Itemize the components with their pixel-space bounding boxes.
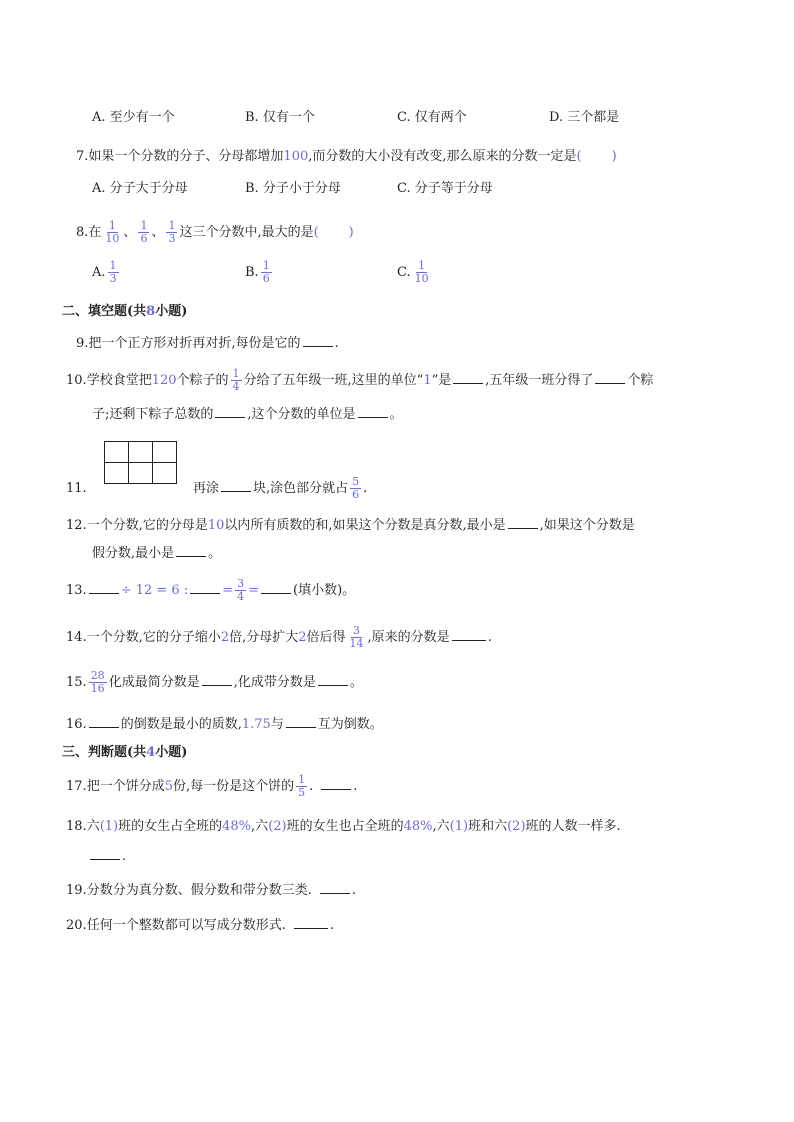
q6-option-b: B. 仅有一个 xyxy=(245,110,315,125)
fraction-denominator: 16 xyxy=(90,682,105,695)
fraction-denominator: 10 xyxy=(414,272,429,285)
section-title: 三、判断题(共 xyxy=(62,745,147,760)
punctuation: . xyxy=(329,918,334,933)
question-text: ”是 xyxy=(431,373,452,388)
fraction-denominator: 4 xyxy=(232,380,240,393)
q8-option-b xyxy=(245,258,274,288)
q6-option-c: C. 仅有两个 xyxy=(397,110,467,125)
separator: 、 xyxy=(151,225,165,240)
question-number: 20. xyxy=(66,918,87,933)
question-15 xyxy=(66,668,363,698)
fraction-denominator: 3 xyxy=(168,232,176,245)
fraction-numerator: 3 xyxy=(353,624,361,637)
punctuation: . xyxy=(309,779,314,794)
fraction-denominator: 5 xyxy=(298,786,306,799)
answer-blank[interactable] xyxy=(176,542,206,557)
question-text: 一个分数,它的分子缩小 xyxy=(86,630,221,645)
fraction-numerator: 3 xyxy=(237,577,245,590)
answer-blank[interactable] xyxy=(202,671,232,686)
question-number: 15. xyxy=(66,675,87,690)
question-18-line2 xyxy=(88,845,126,867)
number-value: 2 xyxy=(298,630,307,645)
question-text: 化成最简分数是 xyxy=(108,675,200,690)
fraction-numerator: 1 xyxy=(108,219,116,232)
fraction-denominator: 3 xyxy=(109,272,117,285)
question-text: ,如果这个分数是 xyxy=(539,518,635,533)
answer-blank[interactable] xyxy=(358,403,388,418)
question-text: 把一个饼分成 xyxy=(86,779,165,794)
percent-value: 48% xyxy=(222,819,252,834)
fraction-numerator: 1 xyxy=(418,259,426,272)
fraction xyxy=(138,220,149,245)
question-text: 在 xyxy=(88,225,102,240)
question-7 xyxy=(76,147,617,167)
fraction-numerator: 1 xyxy=(298,773,306,786)
fraction-numerator: 1 xyxy=(262,259,270,272)
answer-blank[interactable] xyxy=(508,514,538,529)
question-number: 17. xyxy=(66,779,87,794)
question-text: 倍,分母扩大 xyxy=(229,630,299,645)
question-text: 再涂 xyxy=(193,481,220,496)
question-19 xyxy=(66,879,356,901)
grid-cell xyxy=(105,442,129,463)
question-text: ,这个分数的单位是 xyxy=(247,407,356,422)
section-title: 小题) xyxy=(155,304,188,319)
question-text: 班的女生占全班的 xyxy=(118,819,223,834)
question-text: ,六 xyxy=(432,819,450,834)
option-label: C. xyxy=(397,265,411,280)
fraction xyxy=(413,260,431,285)
fraction-denominator: 6 xyxy=(262,272,270,285)
answer-blank[interactable] xyxy=(261,579,291,594)
section-count: 4 xyxy=(146,745,156,760)
fraction xyxy=(231,368,242,393)
answer-blank[interactable] xyxy=(452,626,486,641)
question-17 xyxy=(66,772,357,802)
question-number: 18. xyxy=(66,819,87,834)
question-10-line2 xyxy=(92,403,403,425)
question-text: 个粽子的 xyxy=(176,373,229,388)
question-number: 8. xyxy=(76,225,89,240)
separator: 、 xyxy=(123,225,137,240)
question-text: 班的人数一样多. xyxy=(525,819,621,834)
section-title: 二、填空题(共 xyxy=(62,304,147,319)
question-text: 与 xyxy=(270,717,284,732)
fraction xyxy=(348,625,366,650)
fraction-denominator: 6 xyxy=(352,488,360,501)
section-heading-judgement xyxy=(62,743,187,763)
punctuation: . xyxy=(334,336,339,351)
q8-option-c xyxy=(397,258,433,288)
answer-blank[interactable] xyxy=(221,477,251,492)
punctuation: . xyxy=(363,481,368,496)
question-text: 子;还剩下粽子总数的 xyxy=(92,407,214,422)
fraction-numerator: 28 xyxy=(90,669,105,682)
question-12 xyxy=(66,514,635,536)
fraction-numerator: 1 xyxy=(140,219,148,232)
equals-sign: = xyxy=(222,583,234,598)
section-title: 小题) xyxy=(155,745,188,760)
fraction-denominator: 4 xyxy=(237,590,245,603)
section-heading-fill-in xyxy=(62,302,187,322)
question-text: (填小数)。 xyxy=(293,583,356,598)
math-expression: ÷ 12 = 6 : xyxy=(120,583,189,598)
answer-paren-close: ) xyxy=(611,149,617,164)
punctuation: . xyxy=(487,630,492,645)
q8-option-a xyxy=(92,258,121,288)
question-text: 这三个分数中,最大的是 xyxy=(179,225,314,240)
question-text: ,而分数的大小没有改变,那么原来的分数一定是 xyxy=(308,149,577,164)
number-value: 100 xyxy=(283,149,309,164)
option-label: A. xyxy=(92,265,106,280)
question-text: 互为倒数。 xyxy=(317,717,383,732)
fraction xyxy=(166,220,177,245)
question-9 xyxy=(76,332,339,354)
fraction xyxy=(89,670,107,695)
punctuation: 。 xyxy=(349,675,363,690)
question-16 xyxy=(66,713,383,735)
question-text: 班和六 xyxy=(468,819,508,834)
question-11 xyxy=(66,474,87,504)
question-text: 分数分为真分数、假分数和带分数三类. xyxy=(86,883,312,898)
option-label: B. xyxy=(245,265,259,280)
grid-cell xyxy=(129,442,153,463)
number-value: 2 xyxy=(220,630,230,645)
fraction xyxy=(350,476,361,501)
question-number: 12. xyxy=(66,518,87,533)
question-text: ,五年级一班分得了 xyxy=(485,373,594,388)
question-text: 个粽 xyxy=(627,373,654,388)
question-13 xyxy=(66,576,355,606)
q7-option-a: A. 分子大于分母 xyxy=(92,181,188,196)
fraction-numerator: 1 xyxy=(232,367,240,380)
question-text: 六 xyxy=(86,819,100,834)
fraction xyxy=(261,260,272,285)
question-text: 如果一个分数的分子、分母都增加 xyxy=(88,149,284,164)
fraction xyxy=(103,220,121,245)
question-text: 把一个正方形对折再对折,每份是它的 xyxy=(88,336,301,351)
question-number: 9. xyxy=(76,336,89,351)
answer-blank[interactable] xyxy=(89,579,119,594)
question-12-line2 xyxy=(92,542,221,564)
question-text: 班的女生也占全班的 xyxy=(286,819,404,834)
equals-sign: = xyxy=(248,583,260,598)
fraction-denominator: 10 xyxy=(105,232,120,245)
question-number: 19. xyxy=(66,883,87,898)
grid-cell xyxy=(153,442,177,463)
fraction-numerator: 1 xyxy=(109,259,117,272)
fraction-numerator: 1 xyxy=(168,219,176,232)
answer-blank[interactable] xyxy=(294,914,328,929)
answer-blank[interactable] xyxy=(303,332,333,347)
question-number: 13. xyxy=(66,583,87,598)
question-10 xyxy=(66,366,653,396)
punctuation: 。 xyxy=(389,407,403,422)
answer-blank[interactable] xyxy=(215,403,245,418)
number-value: 120 xyxy=(151,373,177,388)
class-number: (2) xyxy=(268,819,287,834)
fraction xyxy=(108,260,119,285)
question-text: 一个分数,它的分母是 xyxy=(86,518,208,533)
question-text: 假分数,最小是 xyxy=(92,546,175,561)
class-number: (2) xyxy=(507,819,526,834)
q6-option-a: A. 至少有一个 xyxy=(92,110,175,125)
question-text: 分给了五年级一班,这里的单位“ xyxy=(243,373,424,388)
answer-blank[interactable] xyxy=(89,713,119,728)
grid-cell xyxy=(153,463,177,484)
class-number: (1) xyxy=(99,819,119,834)
question-number: 16. xyxy=(66,717,87,732)
question-20 xyxy=(66,914,334,936)
question-text: 的倒数是最小的质数, xyxy=(120,717,242,732)
number-value: 1.75 xyxy=(241,717,271,732)
question-text: 块,涂色部分就占 xyxy=(253,481,349,496)
question-number: 10. xyxy=(66,373,87,388)
answer-blank[interactable] xyxy=(90,845,120,860)
question-number: 11. xyxy=(66,481,87,496)
question-number: 7. xyxy=(76,149,89,164)
answer-blank[interactable] xyxy=(453,369,483,384)
answer-paren-close: ) xyxy=(348,225,354,240)
question-text: 以内所有质数的和,如果这个分数是真分数,最小是 xyxy=(224,518,506,533)
question-text: ,原来的分数是 xyxy=(367,630,450,645)
fraction xyxy=(235,578,246,603)
punctuation: . xyxy=(122,849,127,864)
question-text: 份,每一份是这个饼的 xyxy=(172,779,295,794)
answer-blank[interactable] xyxy=(595,369,625,384)
number-value: 5 xyxy=(164,779,173,794)
q7-option-c: C. 分子等于分母 xyxy=(397,181,493,196)
q7-option-b: B. 分子小于分母 xyxy=(245,181,341,196)
percent-value: 48% xyxy=(403,819,433,834)
answer-paren-open: ( xyxy=(313,225,319,240)
number-value: 10 xyxy=(207,518,225,533)
q6-option-d: D. 三个都是 xyxy=(549,110,620,125)
question-text: ,化成带分数是 xyxy=(233,675,316,690)
answer-blank[interactable] xyxy=(320,879,350,894)
question-text: 任何一个整数都可以写成分数形式. xyxy=(86,918,286,933)
answer-blank[interactable] xyxy=(321,775,351,790)
question-11-text xyxy=(193,474,367,504)
punctuation: . xyxy=(351,883,356,898)
question-8 xyxy=(76,218,354,248)
class-number: (1) xyxy=(449,819,469,834)
punctuation: . xyxy=(353,779,358,794)
answer-blank[interactable] xyxy=(190,579,220,594)
question-14 xyxy=(66,623,492,653)
question-18 xyxy=(66,817,621,837)
number-value: 1 xyxy=(423,373,432,388)
question-text: 学校食堂把 xyxy=(86,373,152,388)
fraction-numerator: 5 xyxy=(352,475,360,488)
answer-blank[interactable] xyxy=(286,713,316,728)
question-text: ,六 xyxy=(251,819,269,834)
punctuation: 。 xyxy=(208,546,222,561)
question-number: 14. xyxy=(66,630,87,645)
question-text: 倍后得 xyxy=(306,630,346,645)
answer-blank[interactable] xyxy=(318,671,348,686)
grid-cell xyxy=(105,463,129,484)
answer-paren-open: ( xyxy=(576,149,582,164)
fraction-denominator: 6 xyxy=(140,232,148,245)
fraction-denominator: 14 xyxy=(349,637,364,650)
grid-cell xyxy=(129,463,153,484)
section-count: 8 xyxy=(146,304,156,319)
fraction xyxy=(296,774,307,799)
shape-grid-figure xyxy=(104,441,177,484)
